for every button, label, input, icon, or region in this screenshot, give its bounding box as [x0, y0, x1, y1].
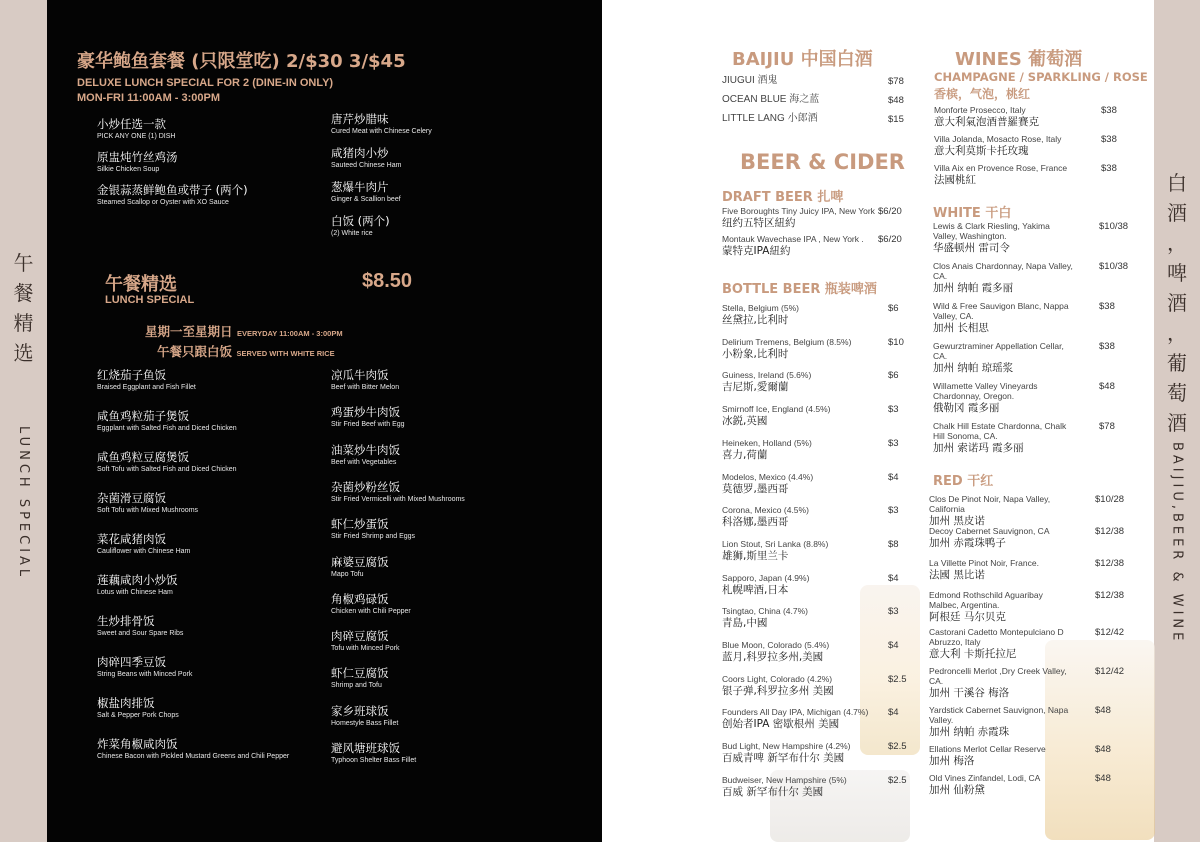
drink-chinese-name: 法國 黑比诺: [929, 569, 985, 581]
dish-english-name: Mapo Tofu: [331, 570, 364, 578]
bottle-beer-item: [722, 775, 912, 799]
lunch-special-dish: [331, 405, 571, 429]
drink-price: $4: [888, 640, 899, 651]
drink-english-name: Villa Jolanda, Mosacto Rose, Italy: [934, 134, 1062, 144]
drink-chinese-name: 喜力,荷蘭: [722, 448, 768, 461]
dish-english-name: Ginger & Scallion beef: [331, 196, 401, 203]
deluxe-lunch-option-dish: [331, 112, 571, 136]
drink-chinese-name: 创始者IPA 密歇根州 美國: [722, 718, 840, 731]
dish-english-name: Typhoon Shelter Bass Fillet: [331, 757, 417, 764]
bottle-beer-item: [722, 370, 912, 394]
dish-chinese-name: 角椒鸡碌饭: [331, 591, 389, 606]
drink-price: $10/38: [1099, 221, 1129, 232]
drink-price: $3: [888, 606, 899, 618]
drink-chinese-name: 加州 长相思: [933, 322, 989, 334]
drink-english-name: La Villette Pinot Noir, France.: [929, 558, 1039, 568]
drink-english-name: Pedroncelli Merlot ,Dry Creek Valley, CA.: [929, 666, 1067, 686]
drink-price: $3: [888, 437, 899, 449]
sparkling-wine-item: [934, 163, 1144, 187]
baijiu-item: [722, 95, 912, 105]
draft-beer-item: [722, 206, 912, 230]
drink-chinese-name: 俄勒冈 霞多丽: [933, 402, 1000, 414]
red-wine-item: [929, 705, 1144, 739]
drink-chinese-name: 小粉象,比利时: [722, 347, 789, 360]
lunch-special-dish: [331, 629, 571, 653]
dish-english-name: Soft Tofu with Salted Fish and Diced Chicken: [97, 466, 237, 473]
white-wine-item: [933, 301, 1143, 335]
dish-english-name: Tofu with Minced Pork: [331, 645, 400, 653]
red-wine-item: [929, 526, 1144, 550]
drink-price: $12/42: [1095, 666, 1125, 677]
drink-english-name: Decoy Cabernet Sauvignon, CA: [929, 526, 1050, 536]
lunch-special-dish: [97, 573, 337, 597]
drink-price: $3: [888, 505, 899, 517]
drink-chinese-name: 加州 纳帕 霞多丽: [933, 282, 1014, 294]
drink-price: $10: [888, 336, 904, 348]
lunch-special-dish: [331, 443, 571, 467]
drink-chinese-name: 加州 仙粉黛: [929, 784, 985, 796]
drink-chinese-name: 冰鋭,英國: [722, 415, 768, 428]
drink-chinese-name: 加州 黑皮诺: [929, 515, 985, 527]
drink-chinese-name: 莫德罗,墨西哥: [722, 482, 789, 495]
drink-english-name: Clos Anais Chardonnay, Napa Valley, CA.: [933, 261, 1073, 281]
drink-price: $6/20: [878, 234, 902, 245]
bottle-beer-item: [722, 707, 912, 731]
drink-price: $48: [1099, 381, 1115, 392]
side-left-chinese-label: 午 餐 精 选: [13, 251, 34, 365]
red-wine-item: [929, 773, 1144, 797]
white-wine-item: [933, 381, 1143, 415]
drink-english-name: Lewis & Clark Riesling, Yakima Valley, Washington.: [933, 221, 1050, 241]
drink-price: $8: [888, 538, 899, 550]
drink-english-name: Guiness, Ireland (5.6%): [722, 370, 812, 381]
lunch-special-price: $8.50: [362, 270, 413, 292]
white-wine-item: [933, 421, 1143, 455]
dish-chinese-name: 菜花咸猪肉饭: [97, 532, 166, 546]
drink-chinese-name: 纽约五特区紐約: [722, 217, 796, 229]
drink-english-name: Castorani Cadetto Montepulciano D Abruzzo, Italy: [929, 627, 1064, 647]
wines-title: WINES 葡萄酒: [955, 49, 1083, 70]
lunch-special-dish: [331, 555, 571, 579]
baijiu-item: [722, 76, 912, 86]
lunch-menu-panel: [47, 0, 602, 842]
drink-chinese-name: 加州 索诺玛 霞多丽: [933, 442, 1024, 454]
lunch-special-dish: [331, 704, 571, 728]
lunch-special-dish: [331, 368, 571, 392]
drink-english-name: Tsingtao, China (4.7%): [722, 606, 808, 617]
drink-name: OCEAN BLUE 海之蓝: [722, 94, 820, 105]
drink-price: $12/38: [1095, 526, 1125, 537]
drink-english-name: Blue Moon, Colorado (5.4%): [722, 640, 830, 650]
lunch-special-dish: [97, 614, 337, 638]
draft-beer-item: [722, 234, 912, 258]
drink-price: $12/38: [1095, 558, 1125, 569]
drink-price: $10/38: [1099, 261, 1129, 272]
drink-price: $4: [888, 707, 899, 719]
dish-chinese-name: 生炒排骨饭: [97, 614, 155, 628]
dish-chinese-name: 咸鱼鸡粒豆腐煲饭: [97, 450, 189, 464]
lunch-special-dish: [97, 368, 337, 392]
lunch-special-rice-note: [157, 342, 335, 361]
dish-english-name: Cauliflower with Chinese Ham: [97, 548, 191, 555]
side-left-english-label: LUNCH SPECIAL: [16, 426, 31, 581]
drink-chinese-name: 加州 赤霞珠鸭子: [929, 537, 1006, 549]
days-chinese: 星期一至星期日: [145, 324, 233, 339]
drink-price: $38: [1099, 301, 1115, 312]
deluxe-lunch-dish: [97, 117, 337, 141]
lunch-special-dish: [97, 450, 337, 474]
dish-chinese-name: 原盅炖竹丝鸡汤: [97, 150, 178, 164]
white-wine-item: [933, 261, 1143, 295]
dish-chinese-name: 肉碎四季豆饭: [97, 655, 166, 669]
rice-note-chinese: 午餐只跟白饭: [157, 344, 233, 359]
lunch-special-subtitle: LUNCH SPECIAL: [105, 294, 195, 306]
drink-name: LITTLE LANG 小郎酒: [722, 113, 818, 124]
drink-english-name: Old Vines Zinfandel, Lodi, CA: [929, 773, 1041, 783]
lunch-special-dish: [97, 532, 337, 556]
deluxe-lunch-option-dish: [331, 146, 571, 170]
deluxe-lunch-dish: [97, 183, 337, 207]
drink-chinese-name: 银子弹,科罗拉多州 美國: [722, 684, 834, 697]
red-wine-item: [929, 666, 1144, 700]
drink-chinese-name: 意大利 卡斯托拉尼: [929, 648, 1017, 660]
bottle-beer-item: [722, 606, 912, 630]
drink-chinese-name: 加州 梅洛: [929, 755, 975, 767]
dish-chinese-name: 家乡班球饭: [331, 703, 389, 718]
drink-price: $38: [1101, 105, 1117, 116]
drink-chinese-name: 加州 纳帕 琼瑶浆: [933, 362, 1014, 374]
days-english: EVERYDAY 11:00AM - 3:00PM: [236, 329, 343, 338]
dish-chinese-name: 咸鱼鸡粒茄子煲饭: [97, 409, 189, 423]
dish-english-name: Eggplant with Salted Fish and Diced Chicken: [97, 425, 237, 432]
dish-chinese-name: 金银蒜蒸鲜鲍鱼或带子 (两个): [97, 183, 248, 197]
drink-price: $2.5: [888, 673, 907, 685]
dish-english-name: Beef with Vegetables: [331, 458, 397, 466]
drink-price: $12/38: [1095, 590, 1125, 601]
lunch-special-dish: [331, 480, 571, 504]
dish-english-name: (2) White rice: [331, 230, 373, 237]
bottle-beer-title: BOTTLE BEER 瓶装啤酒: [722, 282, 877, 297]
lunch-special-dish: [331, 666, 571, 690]
dish-english-name: Steamed Scallop or Oyster with XO Sauce: [97, 199, 229, 206]
drink-chinese-name: 青島,中國: [722, 617, 768, 630]
drink-chinese-name: 百威青啤 新罕布什尔 美國: [722, 752, 845, 765]
drink-chinese-name: 丝黛拉,比利时: [722, 314, 789, 326]
bottle-beer-item: [722, 438, 912, 462]
dish-english-name: Sauteed Chinese Ham: [331, 162, 402, 169]
bottle-beer-item: [722, 573, 912, 597]
white-wine-item: [933, 221, 1143, 255]
rice-note-english: SERVED WITH WHITE RICE: [236, 349, 335, 358]
dish-chinese-name: 油菜炒牛肉饭: [331, 442, 400, 457]
lunch-special-dish: [97, 491, 337, 515]
drink-chinese-name: 华盛顿州 雷司令: [933, 242, 1010, 254]
bottle-beer-item: [722, 337, 912, 361]
dish-chinese-name: 避风塘班球饭: [331, 741, 400, 755]
drink-english-name: Chalk Hill Estate Chardonna, Chalk Hill Sonoma, CA.: [933, 421, 1067, 441]
lunch-special-dish: [331, 741, 571, 765]
dish-english-name: Chinese Bacon with Pickled Mustard Greens and Chili Pepper: [97, 753, 290, 760]
deluxe-lunch-subtitle: DELUXE LUNCH SPECIAL FOR 2 (DINE-IN ONLY): [77, 77, 334, 89]
drink-english-name: Sapporo, Japan (4.9%): [722, 572, 810, 583]
drink-english-name: Villa Aix en Provence Rose, France: [934, 163, 1068, 173]
right-side-strip: [1154, 0, 1200, 842]
drink-english-name: Budweiser, New Hampshire (5%): [722, 774, 847, 785]
dish-english-name: Lotus with Chinese Ham: [97, 589, 173, 596]
dish-english-name: Salt & Pepper Pork Chops: [97, 712, 179, 719]
deluxe-lunch-option-dish: [331, 214, 571, 238]
drink-chinese-name: 阿根廷 马尔贝克: [929, 611, 1006, 623]
drink-chinese-name: 科洛娜,墨西哥: [722, 516, 789, 529]
deluxe-lunch-option-dish: [331, 180, 571, 204]
drink-english-name: Delirium Tremens, Belgium (8.5%): [722, 336, 852, 347]
drink-chinese-name: 加州 纳帕 赤霞珠: [929, 726, 1010, 738]
drink-chinese-name: 吉尼斯,愛爾蘭: [722, 381, 789, 394]
baijiu-title: BAIJIU 中国白酒: [732, 49, 873, 70]
drink-price: $78: [1099, 421, 1115, 432]
dish-english-name: Chicken with Chili Pepper: [331, 607, 411, 615]
drink-english-name: Yardstick Cabernet Sauvignon, Napa Valley.: [929, 705, 1069, 725]
dish-chinese-name: 肉碎豆腐饭: [331, 629, 389, 644]
drink-price: $78: [888, 76, 904, 87]
drink-price: $2.5: [888, 741, 907, 753]
drink-chinese-name: 雄狮,斯里兰卡: [722, 549, 789, 562]
drink-price: $38: [1101, 163, 1117, 174]
lunch-special-dish: [331, 592, 571, 616]
drink-chinese-name: 意大利莫斯卡托玫瑰: [934, 145, 1029, 157]
red-wine-item: [929, 494, 1144, 528]
bottle-beer-item: [722, 640, 912, 664]
dish-chinese-name: 白饭 (两个): [331, 214, 390, 228]
left-side-strip: [0, 0, 47, 842]
red-wine-item: [929, 744, 1144, 768]
dish-chinese-name: 虾仁豆腐饭: [331, 666, 389, 681]
dish-chinese-name: 麻婆豆腐饭: [331, 554, 389, 569]
lunch-special-dish: [97, 655, 337, 679]
sparkling-wine-item: [934, 105, 1144, 129]
drink-english-name: Monforte Prosecco, Italy: [934, 105, 1026, 115]
drink-price: $3: [888, 404, 899, 416]
drink-english-name: Stella, Belgium (5%): [722, 303, 800, 313]
drink-price: $10/28: [1095, 494, 1125, 505]
sparkling-wine-item: [934, 134, 1144, 158]
dish-english-name: Stir Fried Beef with Egg: [331, 421, 405, 429]
dish-english-name: Homestyle Bass Fillet: [331, 719, 399, 727]
lunch-special-dish: [97, 696, 337, 720]
drink-english-name: Coors Light, Colorado (4.2%): [722, 673, 833, 684]
drink-price: $4: [888, 471, 899, 483]
drink-price: $12/42: [1095, 627, 1125, 638]
bottle-beer-item: [722, 674, 912, 698]
deluxe-lunch-dish: [97, 150, 337, 174]
dish-chinese-name: 椒盐肉排饭: [97, 696, 155, 710]
dish-english-name: Soft Tofu with Mixed Mushrooms: [97, 507, 199, 514]
drink-chinese-name: 加州 干溪谷 梅洛: [929, 687, 1010, 699]
dish-chinese-name: 小炒任选一款: [97, 117, 166, 131]
drink-english-name: Bud Light, New Hampshire (4.2%): [722, 741, 851, 752]
drink-price: $48: [1095, 705, 1111, 716]
side-right-english-label: BAIJIU,BEER & WINE: [1169, 442, 1185, 645]
bottle-beer-item: [722, 472, 912, 496]
dish-chinese-name: 鸡蛋炒牛肉饭: [331, 405, 400, 420]
draft-beer-title: DRAFT BEER 扎啤: [722, 190, 844, 205]
red-wine-title: RED 干红: [933, 474, 994, 489]
drink-english-name: Edmond Rothschild Aguaribay Malbec, Argentina.: [929, 590, 1043, 610]
bottle-beer-item: [722, 505, 912, 529]
bottle-beer-item: [722, 539, 912, 563]
drink-price: $38: [1099, 341, 1115, 352]
drink-english-name: Clos De Pinot Noir, Napa Valley, California: [929, 494, 1051, 514]
drink-price: $6: [888, 370, 899, 382]
dish-english-name: Braised Eggplant and Fish Fillet: [97, 384, 196, 391]
drink-english-name: Montauk Wavechase IPA , New York .: [722, 234, 864, 244]
drink-price: $48: [1095, 744, 1111, 755]
dish-chinese-name: 唐芹炒腊味: [331, 112, 389, 126]
lunch-special-dish: [331, 517, 571, 541]
lunch-special-title: 午餐精选: [105, 274, 177, 295]
drink-english-name: Gewurztraminer Appellation Cellar, CA.: [933, 341, 1064, 361]
baijiu-item: [722, 114, 912, 124]
drink-english-name: Modelos, Mexico (4.4%): [722, 471, 814, 482]
drink-chinese-name: 蒙特克IPA紐約: [722, 245, 791, 257]
drink-price: $6: [888, 303, 899, 314]
drink-english-name: Willamette Valley Vineyards Chardonnay, Oregon.: [933, 381, 1038, 401]
dish-english-name: Beef with Bitter Melon: [331, 384, 400, 391]
sparkling-title: CHAMPAGNE / SPARKLING / ROSE: [934, 70, 1148, 84]
drink-chinese-name: 百威 新罕布什尔 美國: [722, 785, 824, 798]
dish-english-name: Cured Meat with Chinese Celery: [331, 128, 432, 135]
drink-english-name: Wild & Free Sauvigon Blanc, Nappa Valley, CA.: [933, 301, 1069, 321]
drink-english-name: Heineken, Holland (5%): [722, 437, 812, 448]
drink-price: $48: [888, 95, 904, 106]
drink-chinese-name: 法國桃紅: [934, 174, 976, 186]
dish-english-name: Silkie Chicken Soup: [97, 166, 160, 173]
dish-chinese-name: 凉瓜牛肉饭: [331, 368, 389, 382]
red-wine-item: [929, 590, 1144, 624]
drink-price: $38: [1101, 134, 1117, 145]
drink-english-name: Founders All Day IPA, Michigan (4.7%): [722, 707, 869, 718]
sparkling-title-chinese: 香槟，气泡，桃红: [934, 87, 1031, 101]
dish-chinese-name: 炸菜角椒咸肉饭: [97, 737, 178, 751]
deluxe-lunch-title: 豪华鲍鱼套餐 (只限堂吃) 2/$30 3/$45: [77, 51, 406, 72]
red-wine-item: [929, 558, 1144, 582]
dish-english-name: Sweet and Sour Spare Ribs: [97, 630, 184, 637]
bottle-beer-item: [722, 303, 912, 327]
drink-english-name: Five Boroughts Tiny Juicy IPA, New York: [722, 206, 875, 216]
beer-cider-title: BEER & CIDER: [740, 150, 905, 174]
dish-chinese-name: 杂菌炒粉丝饭: [331, 479, 400, 494]
side-right-chinese-label: 白 酒 ， 啤 酒 ， 葡 萄 酒: [1167, 171, 1187, 435]
drink-english-name: Ellations Merlot Cellar Reserve: [929, 744, 1046, 754]
drink-price: $48: [1095, 773, 1111, 784]
drink-price: $6/20: [878, 206, 902, 217]
drink-english-name: Smirnoff Ice, England (4.5%): [722, 404, 831, 415]
dish-chinese-name: 杂菌滑豆腐饭: [97, 491, 166, 505]
drink-english-name: Corona, Mexico (4.5%): [722, 505, 809, 516]
bottle-beer-item: [722, 741, 912, 765]
dish-english-name: Shrimp and Tofu: [331, 682, 382, 690]
drink-english-name: Lion Stout, Sri Lanka (8.8%): [722, 538, 829, 549]
drink-chinese-name: 札幌啤酒,日本: [722, 583, 789, 596]
dish-english-name: Stir Fried Shrimp and Eggs: [331, 533, 416, 541]
red-wine-item: [929, 627, 1144, 661]
dish-english-name: PICK ANY ONE (1) DISH: [97, 133, 176, 140]
deluxe-lunch-hours: MON-FRI 11:00AM - 3:00PM: [77, 92, 221, 104]
dish-english-name: Stir Fried Vermicelli with Mixed Mushrooms: [331, 495, 465, 503]
drink-price: $4: [888, 572, 899, 584]
dish-english-name: String Beans with Minced Pork: [97, 671, 193, 678]
drink-price: $15: [888, 114, 904, 125]
dish-chinese-name: 葱爆牛肉片: [331, 180, 389, 194]
lunch-special-dish: [97, 737, 337, 761]
white-wine-title: WHITE 干白: [933, 206, 1012, 221]
dish-chinese-name: 咸猪肉小炒: [331, 146, 389, 160]
lunch-special-days: [145, 322, 343, 341]
drink-name: JIUGUI 酒鬼: [722, 75, 778, 86]
drink-chinese-name: 意大利氣泡酒普羅賽克: [934, 116, 1039, 128]
drink-chinese-name: 蓝月,科罗拉多州,美國: [722, 651, 824, 663]
bottle-beer-item: [722, 404, 912, 428]
dish-chinese-name: 红烧茄子鱼饭: [97, 368, 166, 382]
lunch-special-dish: [97, 409, 337, 433]
dish-chinese-name: 虾仁炒蛋饭: [331, 517, 389, 532]
drink-price: $2.5: [888, 774, 907, 786]
dish-chinese-name: 莲藕咸肉小炒饭: [97, 573, 178, 587]
white-wine-item: [933, 341, 1143, 375]
